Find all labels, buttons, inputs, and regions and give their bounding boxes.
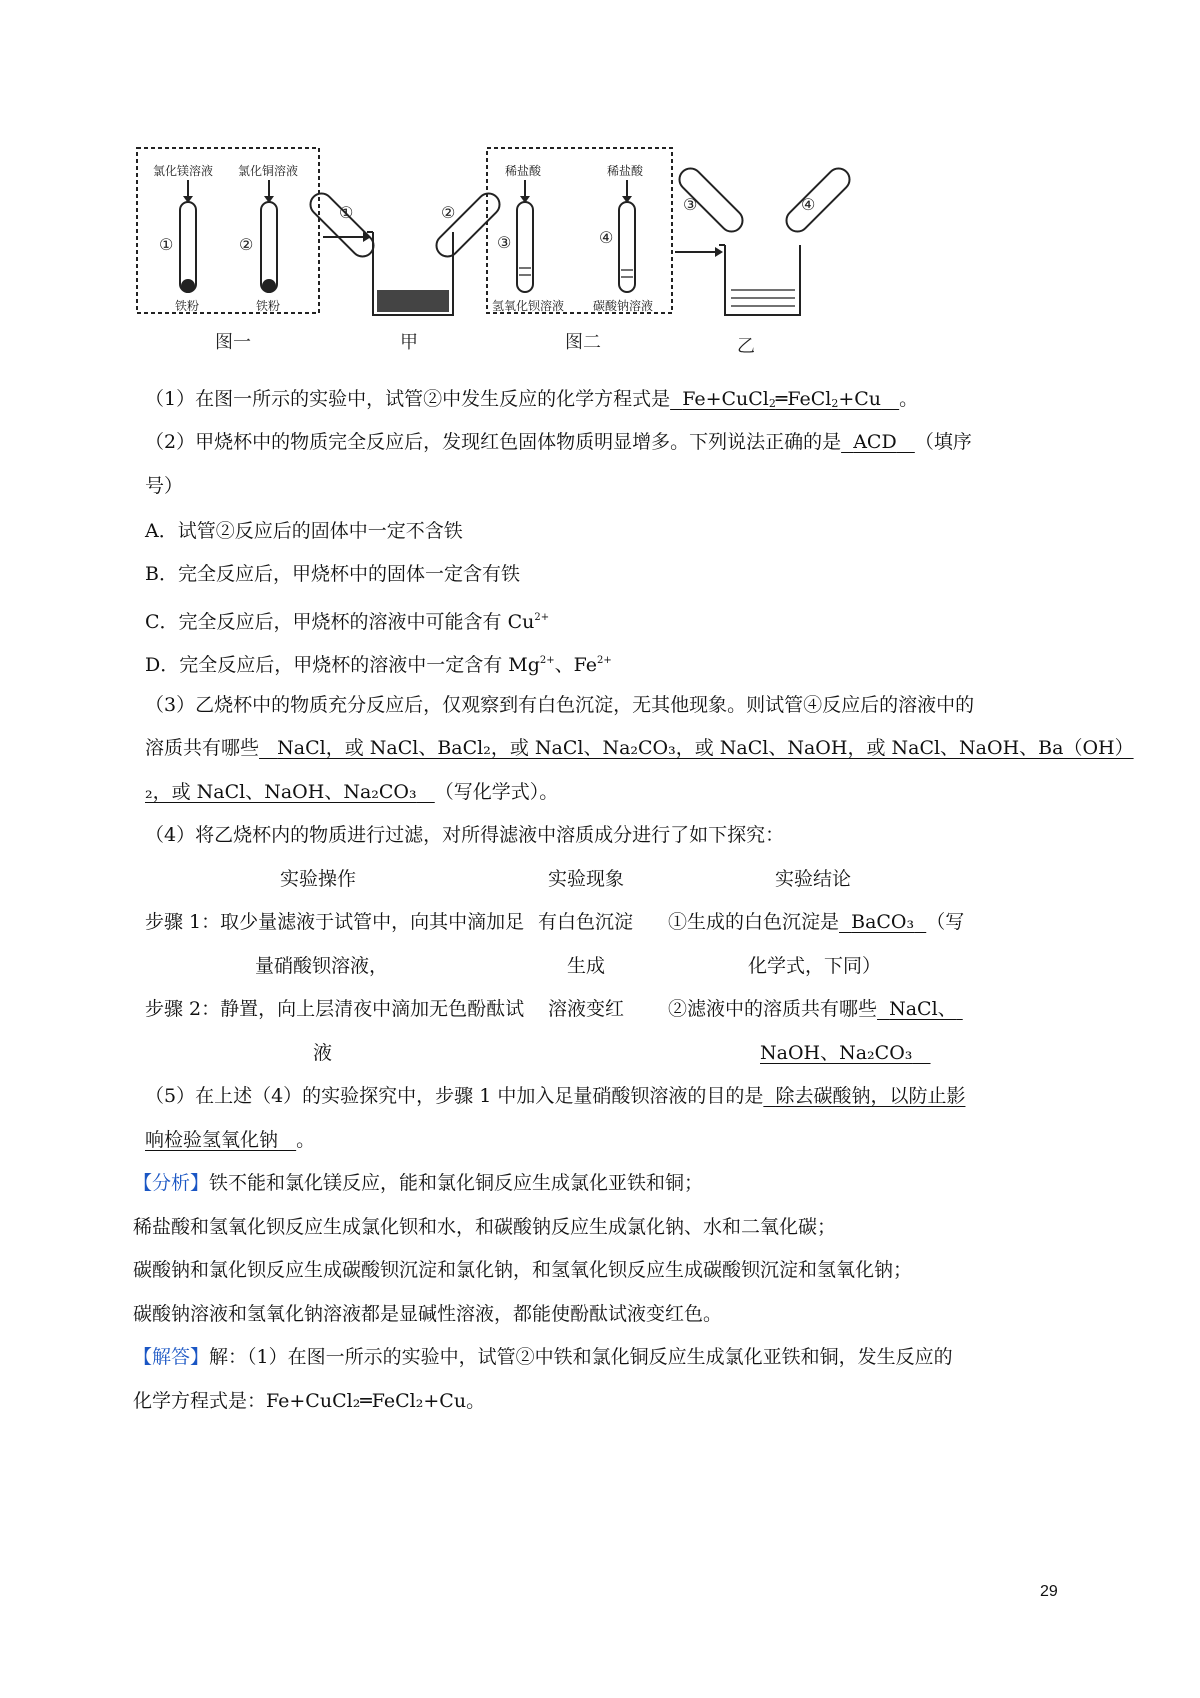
question-5-line1: （5）在上述（4）的实验探究中，步骤 1 中加入足量硝酸钡溶液的目的是 除去碳酸钠，以防止影	[145, 1085, 966, 1107]
yi-caption: 乙	[737, 336, 755, 357]
step2-conclusion-answer2: NaOH、Na₂CO₃	[760, 1042, 913, 1064]
question-3-line2: 溶质共有哪些 NaCl，或 NaCl、BaCl₂，或 NaCl、Na₂CO₃，或 NaCl、NaOH，或 NaCl、NaOH、Ba（OH）	[145, 737, 1134, 759]
beaker-jia-contents	[377, 290, 449, 312]
fig2-tube4-number: ④	[599, 228, 614, 247]
step1-conclusion-line2: 化学式，下同）	[748, 955, 882, 977]
table-header-operation: 实验操作	[280, 868, 357, 890]
tilted-tube-2	[432, 189, 504, 261]
step2-operation-line1: 步骤 2：静置，向上层清夜中滴加无色酚酞试	[145, 998, 525, 1020]
question-3-line1: （3）乙烧杯中的物质充分反应后，仅观察到有白色沉淀，无其他现象。则试管④反应后的溶液中的	[145, 694, 975, 716]
q5-answer-part1: 除去碳酸钠，以防止影	[775, 1085, 966, 1107]
question-2-tail: 号）	[145, 475, 184, 497]
q5-answer-part2: 响检验氢氧化钠	[145, 1129, 279, 1151]
fig1-tube1-number: ①	[159, 235, 174, 254]
fig2-tube3-number: ③	[497, 233, 512, 252]
table-header-conclusion: 实验结论	[775, 868, 852, 890]
question-4-intro: （4）将乙烧杯内的物质进行过滤，对所得滤液中溶质成分进行了如下探究：	[145, 824, 785, 846]
question-2: （2）甲烧杯中的物质完全反应后，发现红色固体物质明显增多。下列说法正确的是 ACD （填序	[145, 431, 972, 453]
step2-operation-line2: 液	[313, 1042, 333, 1064]
option-c: C．完全反应后，甲烧杯的溶液中可能含有 $Cu^{2+}$	[145, 611, 550, 633]
option-b: B．完全反应后，甲烧杯中的固体一定含有铁	[145, 563, 520, 585]
question-1: （1）在图一所示的实验中，试管②中发生反应的化学方程式是 Fe+CuCl$_2$═FeCl$_2$+Cu 。	[145, 388, 919, 410]
fig2-solution1-label: 氢氧化钡溶液	[492, 299, 565, 313]
step2-observation: 溶液变红	[548, 998, 625, 1020]
fig2-reagent1-label: 稀盐酸	[505, 164, 542, 178]
iron-powder-1	[181, 279, 195, 293]
tube-1	[180, 202, 196, 292]
q2-answer: ACD	[853, 431, 897, 453]
step1-observation-line2: 生成	[567, 955, 606, 977]
analysis-line2: 稀盐酸和氢氧化钡反应生成氯化钡和水，和碳酸钠反应生成氯化钠、水和二氧化碳；	[133, 1216, 837, 1238]
analysis-line4: 碳酸钠溶液和氢氧化钠溶液都是显碱性溶液，都能使酚酞试液变红色。	[133, 1303, 723, 1325]
tilted-tube-1	[306, 189, 378, 261]
fig2-caption: 图二	[565, 332, 601, 353]
option-a: A．试管②反应后的固体中一定不含铁	[145, 520, 463, 542]
fig2-solution2-label: 碳酸钠溶液	[593, 299, 654, 313]
question-3-line3: ₂，或 NaCl、NaOH、Na₂CO₃ （写化学式）。	[145, 781, 559, 803]
analysis-tag: 【分析】	[133, 1172, 210, 1194]
beaker-yi	[725, 245, 800, 315]
step2-conclusion-answer1: NaCl、	[889, 998, 957, 1020]
step2-conclusion-line2	[760, 1039, 931, 1067]
step1-conclusion-answer: BaCO₃	[851, 911, 915, 933]
fig1-reagent2-label: 氯化铜溶液	[238, 164, 299, 178]
solution-tag: 【解答】	[133, 1346, 210, 1368]
step2-conclusion-line1: ②滤液中的溶质共有哪些 NaCl、	[668, 995, 963, 1023]
solution-line2: 化学方程式是：Fe+CuCl₂═FeCl₂+Cu。	[133, 1390, 486, 1412]
step1-conclusion-line1: ①生成的白色沉淀是 BaCO₃ （写	[668, 911, 965, 933]
step1-operation-line2: 量硝酸钡溶液，	[255, 955, 389, 977]
jia-tube1-number: ①	[339, 203, 354, 222]
tube-3	[517, 202, 533, 292]
fig1-solid2-label: 铁粉	[256, 299, 281, 313]
page-number: 29	[1040, 1583, 1058, 1600]
solution-line1: 【解答】解：（1）在图一所示的实验中，试管②中铁和氯化铜反应生成氯化亚铁和铜，发生反应的	[133, 1346, 953, 1368]
step1-observation-line1: 有白色沉淀	[538, 911, 634, 933]
yi-tube4-number: ④	[801, 195, 816, 214]
tilted-tube-4	[782, 164, 854, 236]
iron-powder-2	[262, 279, 276, 293]
yi-tube3-number: ③	[683, 195, 698, 214]
question-5-line2: 响检验氢氧化钠 。	[145, 1129, 316, 1151]
analysis-line1: 【分析】铁不能和氯化镁反应，能和氯化铜反应生成氯化亚铁和铜；	[133, 1172, 704, 1194]
fig1-solid1-label: 铁粉	[175, 299, 200, 313]
option-d: D．完全反应后，甲烧杯的溶液中一定含有 $Mg^{2+}$、$Fe^{2+}$	[145, 654, 612, 676]
q3-answer-part2: ₂，或 NaCl、NaOH、Na₂CO₃	[145, 781, 417, 803]
q1-answer: Fe+CuCl$_2$═FeCl$_2$+Cu	[682, 388, 882, 410]
tube-4	[619, 202, 635, 292]
jia-caption: 甲	[400, 332, 418, 353]
experiment-figure	[135, 140, 995, 385]
tube-2	[261, 202, 277, 292]
step1-operation-line1: 步骤 1：取少量滤液于试管中，向其中滴加足	[145, 911, 525, 933]
fig1-caption: 图一	[215, 332, 251, 353]
fig1-reagent1-label: 氯化镁溶液	[153, 164, 214, 178]
q3-answer-part1: NaCl，或 NaCl、BaCl₂，或 NaCl、Na₂CO₃，或 NaCl、NaOH，或 NaCl、NaOH、Ba（OH）	[277, 737, 1134, 759]
fig1-tube2-number: ②	[239, 235, 254, 254]
table-header-observation: 实验现象	[548, 868, 625, 890]
jia-tube2-number: ②	[441, 203, 456, 222]
fig2-reagent2-label: 稀盐酸	[607, 164, 644, 178]
analysis-line3: 碳酸钠和氯化钡反应生成碳酸钡沉淀和氯化钠，和氢氧化钡反应生成碳酸钡沉淀和氢氧化钠；	[133, 1259, 913, 1281]
